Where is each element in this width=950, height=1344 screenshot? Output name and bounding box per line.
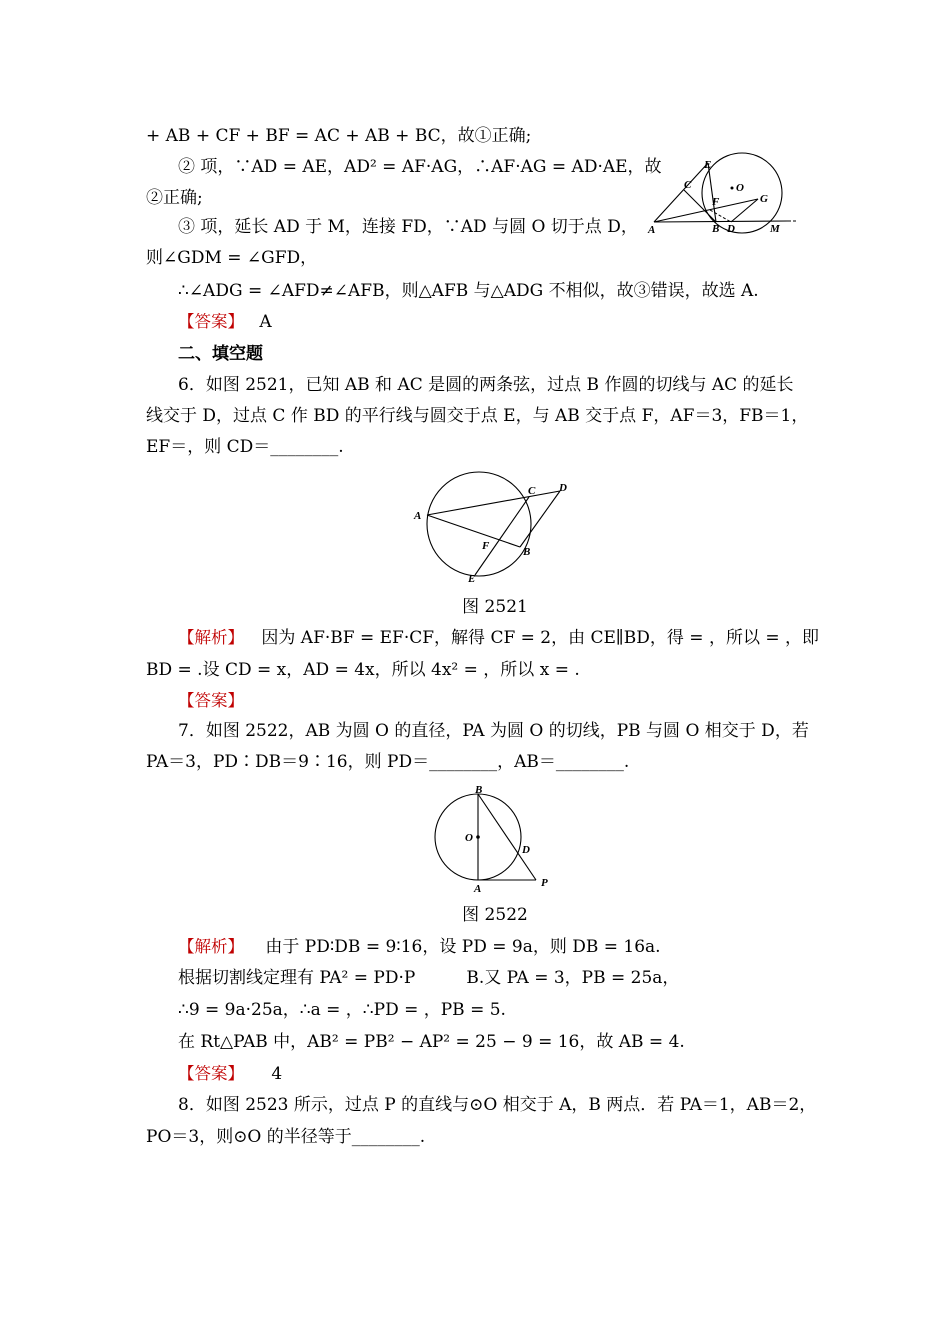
sol6-line-1	[178, 626, 819, 650]
sol7-line-1	[178, 935, 661, 959]
label-B: B	[712, 223, 720, 235]
segment	[654, 199, 758, 222]
label-F: F	[482, 540, 490, 552]
sol7-line-3: ∴9 = 9a·25a，∴a = ，∴PD = ，PB = 5.	[178, 1000, 506, 1020]
q6-line-1: 6．如图 2521，已知 AB 和 AC 是圆的两条弦，过点 B 作圆的切线与 AC 的延长	[178, 375, 794, 395]
label-F: F	[712, 196, 720, 208]
label-A: A	[648, 224, 656, 236]
figure-caption-2522: 图 2522	[462, 905, 528, 925]
answer-6	[178, 689, 244, 713]
label-A: A	[414, 510, 422, 522]
analysis-label: 【解析】	[178, 937, 244, 956]
label-O: O	[465, 832, 473, 844]
text-line-4: ③ 项，延长 AD 于 M，连接 FD，∵AD 与圆 O 切于点 D，	[178, 217, 638, 237]
figure-caption-2521: 图 2521	[462, 597, 528, 617]
sol7-line-4: 在 Rt△PAB 中，AB² = PB² − AP² = 25 − 9 = 16，故 AB = 4.	[178, 1032, 685, 1052]
analysis-text: 由于 PD∶DB = 9∶16，设 PD = 9a，则 DB = 16a.	[265, 937, 661, 957]
segment	[520, 491, 560, 547]
answer-value: A	[259, 312, 272, 332]
q8-line-2: PO＝3，则⊙O 的半径等于________.	[146, 1127, 426, 1147]
label-D: D	[559, 482, 567, 494]
q6-line-2: 线交于 D，过点 C 作 BD 的平行线与圆交于点 E，与 AB 交于点 F，AF＝3，FB＝1，	[146, 406, 809, 426]
sol6-line-2: BD = .设 CD = x，AD = 4x，所以 4x² = ，所以 x = .	[146, 660, 580, 680]
answer-label: 【答案】	[178, 1064, 244, 1083]
q6-line-3: EF＝，则 CD＝________.	[146, 437, 344, 457]
q8-line-1: 8．如图 2523 所示，过点 P 的直线与⊙O 相交于 A，B 两点．若 PA＝1，AB＝2，	[178, 1095, 817, 1115]
q7-line-1: 7．如图 2522，AB 为圆 O 的直径，PA 为圆 O 的切线，PB 与圆 O 相交于 D，若	[178, 721, 809, 741]
label-E: E	[468, 573, 476, 585]
label-D: D	[727, 223, 735, 235]
sol7-line-2: 根据切割线定理有 PA² = PD·P B.又 PA = 3，PB = 25a，	[178, 968, 680, 988]
label-A: A	[474, 883, 482, 895]
label-M: M	[770, 223, 780, 235]
segment	[475, 497, 529, 575]
answer-value: 4	[271, 1064, 283, 1084]
analysis-label: 【解析】	[178, 628, 244, 647]
section-heading: 二、填空题	[178, 344, 263, 364]
q7-line-2: PA＝3，PD∶DB＝9∶16，则 PD＝________，AB＝________.	[146, 752, 630, 772]
figure-2521	[410, 478, 580, 588]
label-E: E	[704, 159, 712, 171]
figure-circle	[427, 472, 531, 576]
figure-2522	[455, 782, 565, 897]
answer-1	[178, 310, 272, 334]
text-line-2: ② 项，∵AD = AE，AD² = AF·AG，∴AF·AG = AD·AE，故	[178, 157, 662, 177]
segment	[478, 794, 536, 880]
figure-tangent-circle	[648, 158, 798, 238]
label-D: D	[522, 844, 530, 856]
text-line-6: ∴∠ADG = ∠AFD≠∠AFB，则△AFB 与△ADG 不相似，故③错误，故选 A.	[178, 281, 759, 301]
answer-label: 【答案】	[178, 312, 244, 331]
segment	[427, 491, 560, 515]
text-line-5: 则∠GDM = ∠GFD，	[146, 248, 318, 268]
label-B: B	[523, 546, 531, 558]
text-line-3: ②正确;	[146, 188, 203, 208]
text-line-1: + AB + CF + BF = AC + AB + BC，故①正确;	[146, 126, 532, 146]
label-P: P	[541, 877, 548, 889]
analysis-text: 因为 AF·BF = EF·CF，解得 CF = 2，由 CE∥BD，得 = ，所以 = ，即	[261, 628, 820, 648]
label-O: O	[736, 182, 744, 194]
segment	[654, 221, 788, 222]
label-B: B	[475, 784, 483, 796]
answer-label: 【答案】	[178, 691, 244, 710]
label-C: C	[528, 485, 536, 497]
center-point	[731, 187, 734, 190]
label-G: G	[760, 193, 768, 205]
center-point	[476, 835, 480, 839]
answer-7	[178, 1062, 282, 1086]
label-C: C	[684, 179, 692, 191]
segment	[654, 163, 708, 222]
